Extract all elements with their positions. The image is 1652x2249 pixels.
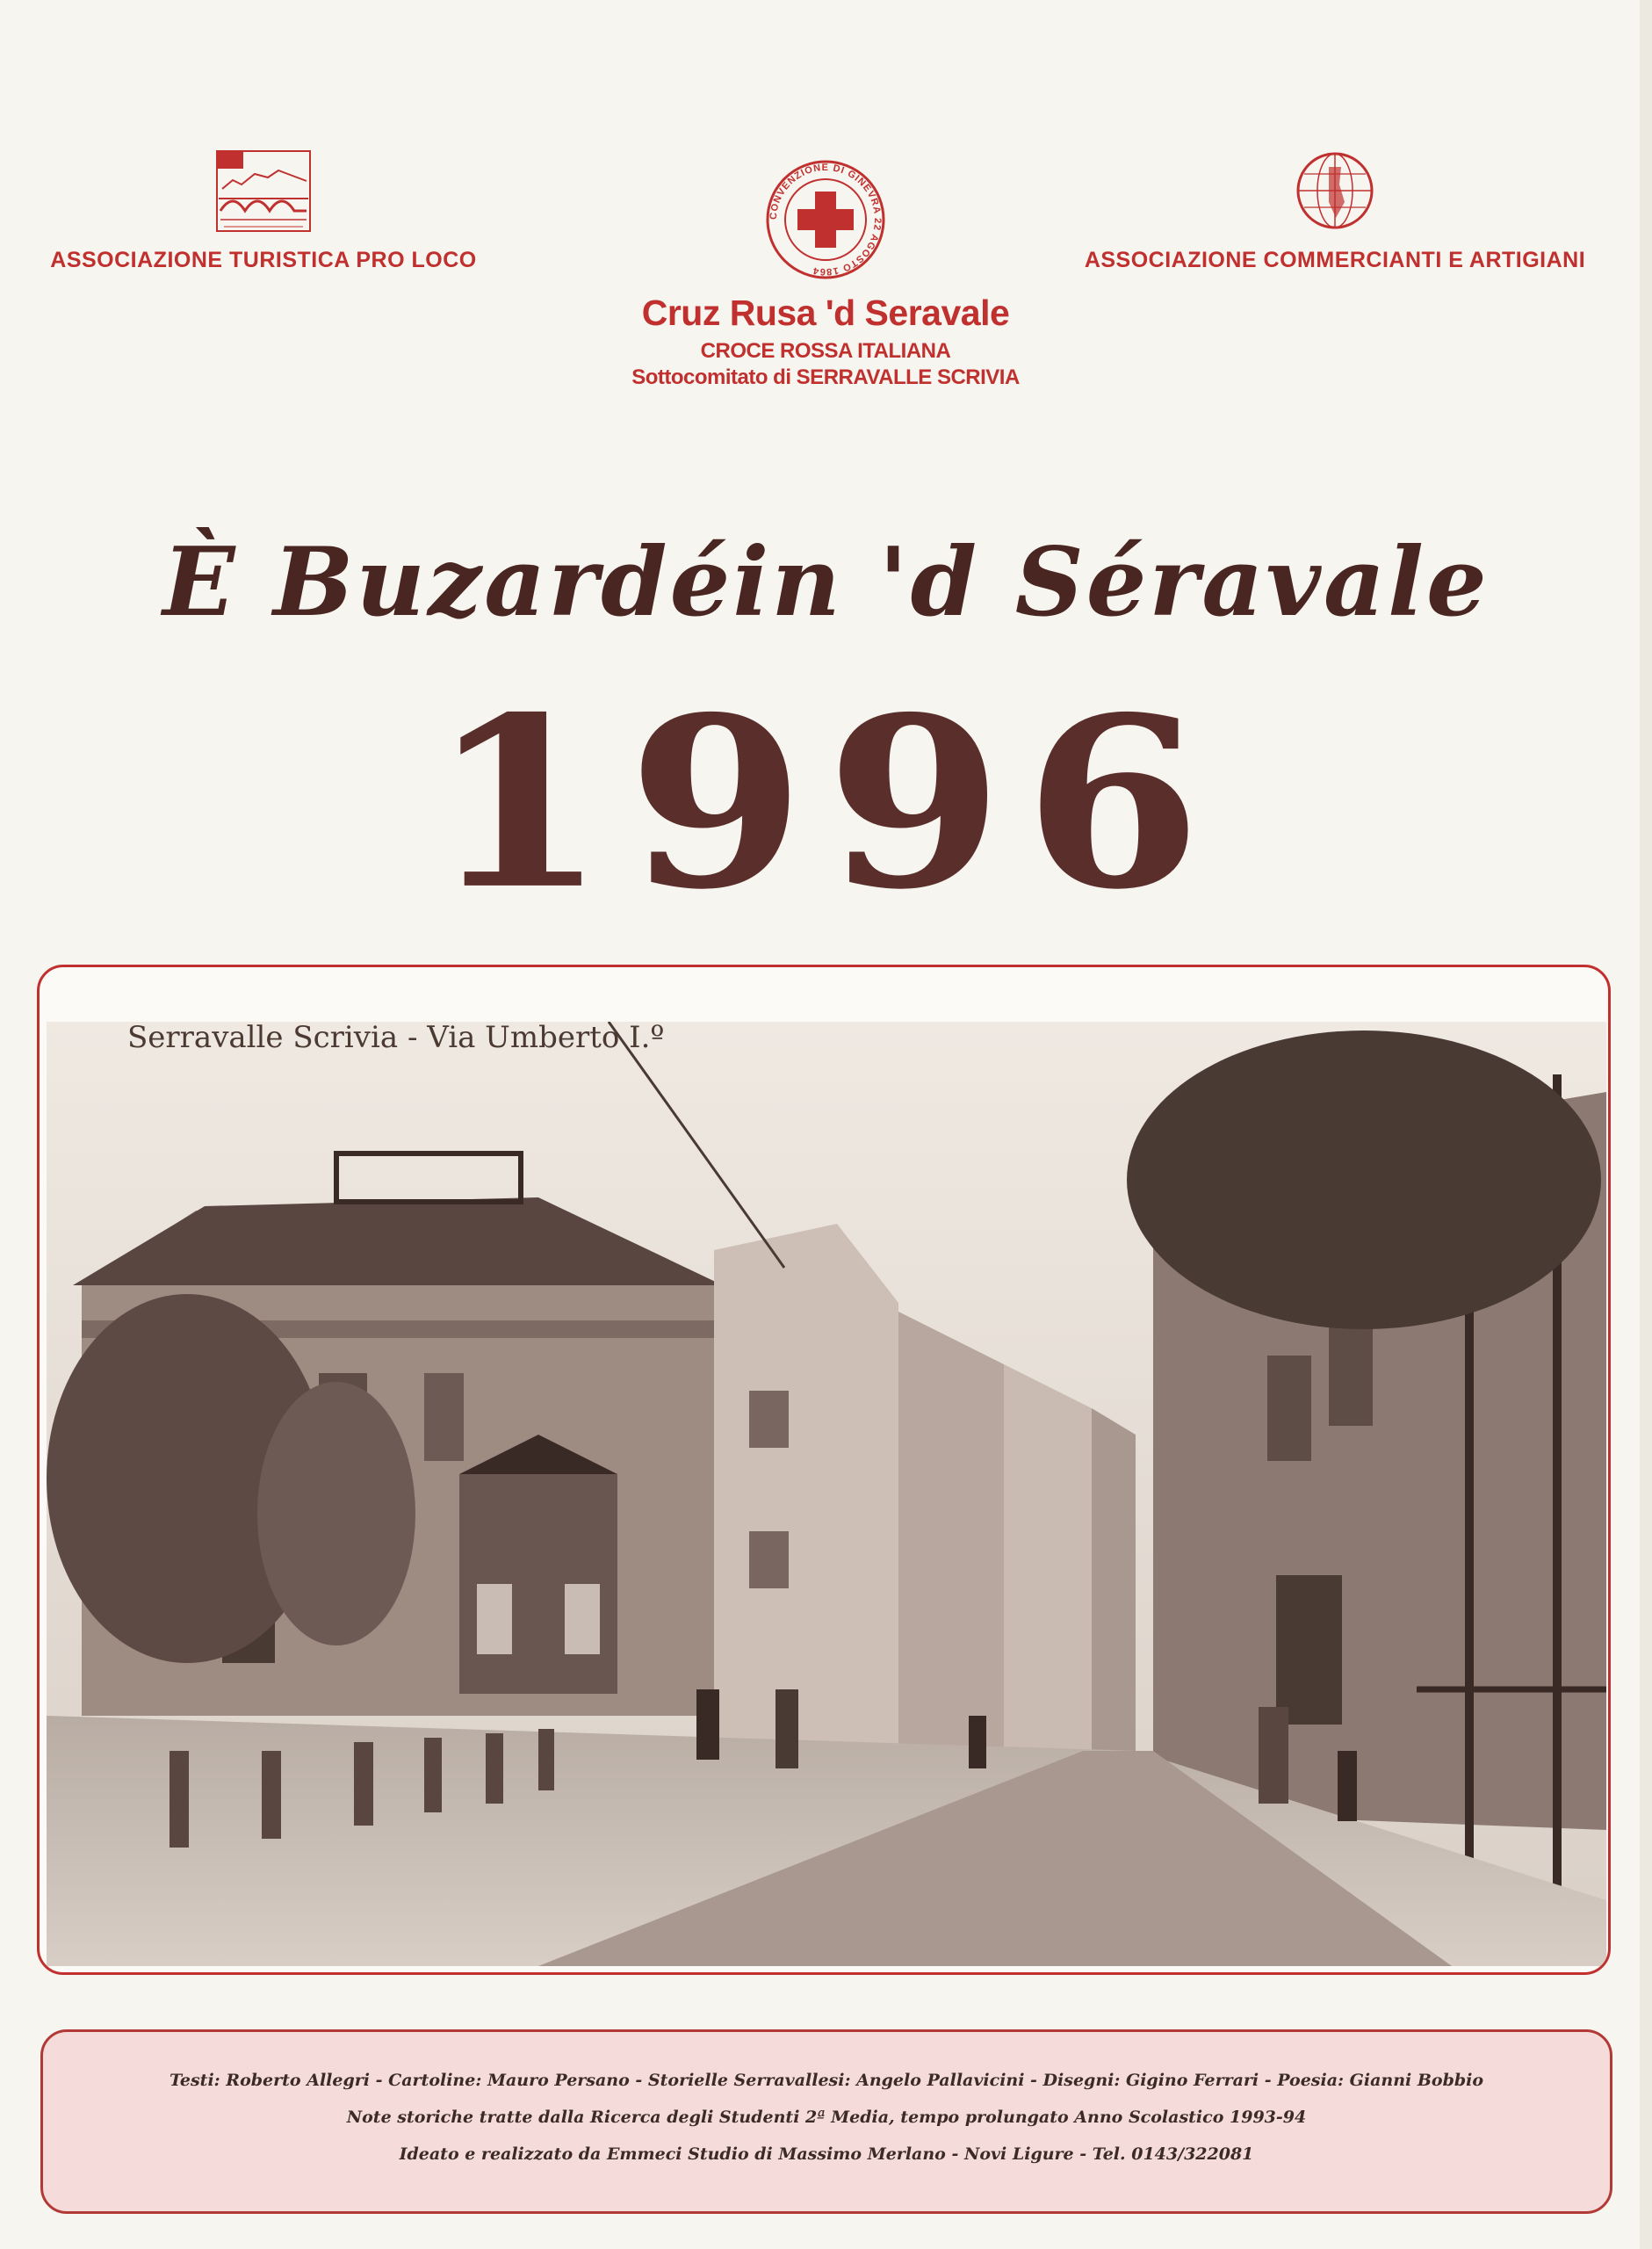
credits-historical-notes: Note storiche tratte dalla Ricerca degli Studenti 2ª Media, tempo prolungato Anno Scolastico 1993-94 <box>346 2108 1307 2127</box>
credits-box <box>40 2029 1612 2214</box>
sponsor-commercianti <box>1050 149 1620 273</box>
croce-rossa-name: Cruz Rusa 'd Seravale <box>641 293 1010 333</box>
credits-authors: Testi: Roberto Allegri - Cartoline: Mauro Persano - Storielle Serravallesi: Angelo Pallavicini - Disegni: Gigino Ferrari - Poesia: Gianni Bobbio <box>169 2071 1484 2090</box>
sponsor-right-name: ASSOCIAZIONE COMMERCIANTI E ARTIGIANI <box>1084 248 1586 272</box>
credits-producer: Ideato e realizzato da Emmeci Studio di Massimo Merlano - Novi Ligure - Tel. 0143/322081 <box>399 2144 1254 2164</box>
sponsor-left-name: ASSOCIAZIONE TURISTICA PRO LOCO <box>50 248 477 272</box>
sponsor-pro-loco <box>26 149 501 273</box>
globe-icon <box>1294 149 1377 237</box>
croce-rossa-subcommittee: Sottocomitato di SERRAVALLE SCRIVIA <box>631 365 1020 389</box>
vintage-street-photo <box>47 1022 1606 1966</box>
calendar-title: È Buzardéin 'd Séravale <box>162 527 1490 638</box>
sponsor-croce-rossa <box>562 158 1089 390</box>
photo-caption: Serravalle Scrivia - Via Umberto I.º <box>127 1020 665 1055</box>
calendar-year: 1996 <box>429 666 1223 942</box>
town-bridge-icon <box>215 149 312 237</box>
red-cross-icon <box>764 158 887 286</box>
seal-text: CONVENZIONE DI GINEVRA 22 AGOSTO 1864 <box>768 162 884 278</box>
photo-frame <box>37 965 1611 1975</box>
croce-rossa-subtitle: CROCE ROSSA ITALIANA <box>700 339 951 363</box>
